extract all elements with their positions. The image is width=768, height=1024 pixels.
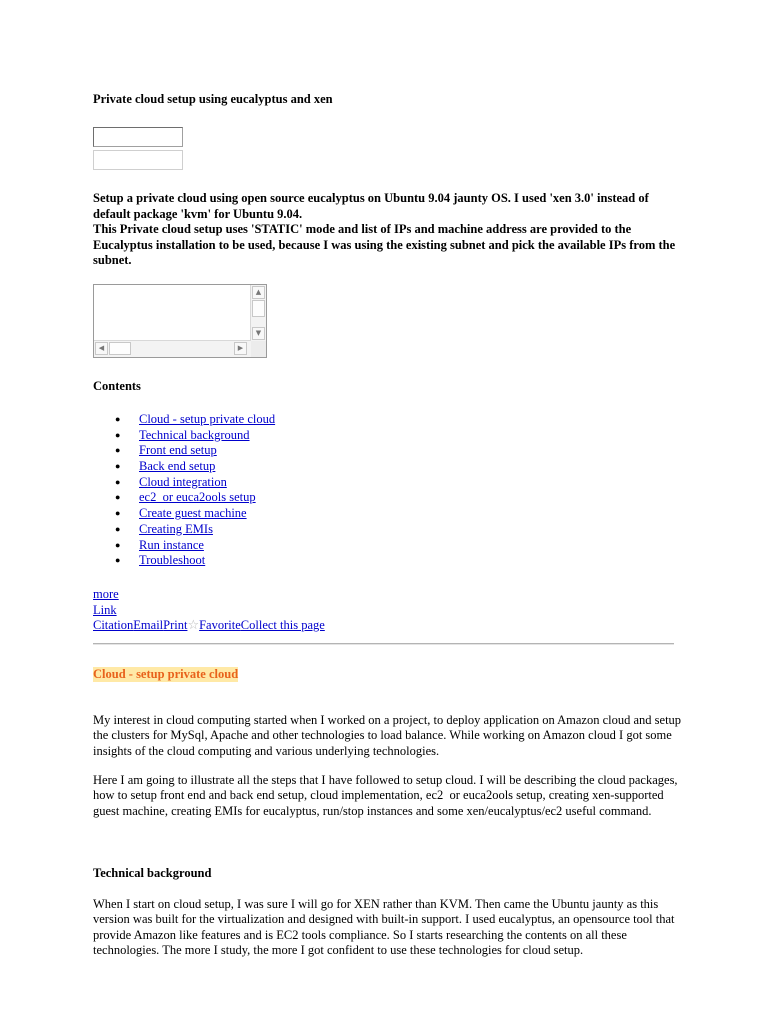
- section-heading-technical-background: Technical background: [93, 866, 212, 880]
- bullet-icon: ●: [115, 476, 121, 487]
- list-item: [110, 459, 275, 475]
- bullet-icon: ●: [115, 539, 121, 550]
- paragraph: [93, 773, 683, 819]
- toc-link-ec2-setup[interactable]: ec2 or euca2ools setup: [139, 490, 256, 505]
- bullet-icon: ●: [115, 508, 121, 519]
- paragraph-text: Here I am going to illustrate all the steps that I have followed to setup cloud. I will be describing the cloud packages, how to setup front end and back end setup, cloud implementation, ec2 or euca2ools setup, creating xen-supported guest machine, creating EMIs for eucalyptus, run/stop instances and some xen/eucalyptus/ec2 useful command.: [93, 773, 681, 818]
- bullet-icon: ●: [115, 429, 121, 440]
- list-item: [110, 522, 275, 538]
- toc-link-cloud-setup[interactable]: Cloud - setup private cloud: [139, 412, 276, 426]
- scrollable-textarea[interactable]: [93, 284, 267, 358]
- bullet-icon: ●: [115, 414, 121, 424]
- scroll-left-arrow-icon[interactable]: ◀: [95, 342, 108, 355]
- citation-link[interactable]: Citation: [93, 618, 134, 632]
- section-heading-cloud-setup: Cloud - setup private cloud: [93, 667, 239, 681]
- bullet-icon: ●: [115, 461, 121, 472]
- divider: [93, 643, 674, 645]
- list-item: [110, 428, 275, 444]
- paragraph: [93, 713, 683, 759]
- list-item: [110, 443, 275, 459]
- paragraph-text: When I start on cloud setup, I was sure I will go for XEN rather than KVM. Then came the Ubuntu jaunty as this version was built for the virtualization and designed with built-in support. I used eucalyptus, an opensource tool that provide Amazon like features and is EC2 tools compliance. So I starts researching the contents on all these technologies. The more I study, the more I got confident to use these technologies for cloud setup.: [93, 897, 675, 957]
- toc-link-front-end-setup[interactable]: Front end setup: [139, 443, 217, 458]
- list-item: [110, 506, 275, 522]
- bullet-icon: ●: [115, 445, 121, 456]
- collect-page-link[interactable]: Collect this page: [240, 618, 325, 632]
- toc-link-technical-background[interactable]: Technical background: [139, 427, 250, 442]
- bullet-icon: ●: [115, 523, 121, 534]
- toc-link-creating-emis[interactable]: Creating EMIs: [139, 521, 213, 536]
- list-item: [110, 475, 275, 491]
- star-icon[interactable]: ☆: [187, 618, 200, 633]
- text-input-2[interactable]: [93, 150, 183, 170]
- vertical-scrollbar[interactable]: [250, 285, 266, 341]
- toc-link-create-guest-machine[interactable]: Create guest machine: [139, 506, 247, 521]
- bullet-icon: ●: [115, 555, 121, 566]
- intro-line-1: Setup a private cloud using open source eucalyptus on Ubuntu 9.04 jaunty OS. I used 'xen 3.0' instead of default package 'kvm' for Ubuntu 9.04.: [93, 191, 649, 221]
- horizontal-scroll-thumb[interactable]: [109, 342, 131, 355]
- paragraph-text: My interest in cloud computing started when I worked on a project, to deploy application on Amazon cloud and setup the clusters for MySql, Apache and other technologies to load balance. While working on Amazon cloud I got some insights of the cloud computing and various underlying technologies.: [93, 713, 682, 758]
- scroll-down-arrow-icon[interactable]: ▼: [252, 327, 265, 340]
- print-link[interactable]: Print: [163, 618, 188, 632]
- link-link[interactable]: Link: [93, 602, 117, 617]
- contents-heading: Contents: [93, 379, 141, 393]
- extra-links: [93, 587, 119, 618]
- bullet-icon: ●: [115, 492, 121, 503]
- intro-line-2: This Private cloud setup uses 'STATIC' mode and list of IPs and machine address are provided to the Eucalyptus installation to be used, because I was using the existing subnet and pick the available IPs from the subnet.: [93, 222, 676, 267]
- table-of-contents: [110, 412, 275, 569]
- paragraph: [93, 897, 683, 958]
- scroll-right-arrow-icon[interactable]: ▶: [234, 342, 247, 355]
- list-item: [110, 412, 275, 428]
- page-title: Private cloud setup using eucalyptus and xen: [93, 92, 333, 106]
- toc-link-back-end-setup[interactable]: Back end setup: [139, 459, 216, 474]
- email-link[interactable]: Email: [133, 618, 164, 632]
- more-link[interactable]: more: [93, 587, 119, 601]
- toc-link-run-instance[interactable]: Run instance: [139, 537, 204, 552]
- toc-link-cloud-integration[interactable]: Cloud integration: [139, 474, 227, 489]
- vertical-scroll-thumb[interactable]: [252, 300, 265, 317]
- text-input-1[interactable]: [93, 127, 183, 147]
- scroll-corner: [251, 341, 266, 357]
- list-item: [110, 553, 275, 569]
- scroll-up-arrow-icon[interactable]: ▲: [252, 286, 265, 299]
- horizontal-scrollbar[interactable]: [94, 340, 251, 357]
- list-item: [110, 490, 275, 506]
- page-actions: [93, 618, 325, 633]
- toc-link-troubleshoot[interactable]: Troubleshoot: [139, 553, 206, 568]
- list-item: [110, 538, 275, 554]
- intro-text: [93, 191, 683, 269]
- favorite-link[interactable]: Favorite: [199, 618, 241, 632]
